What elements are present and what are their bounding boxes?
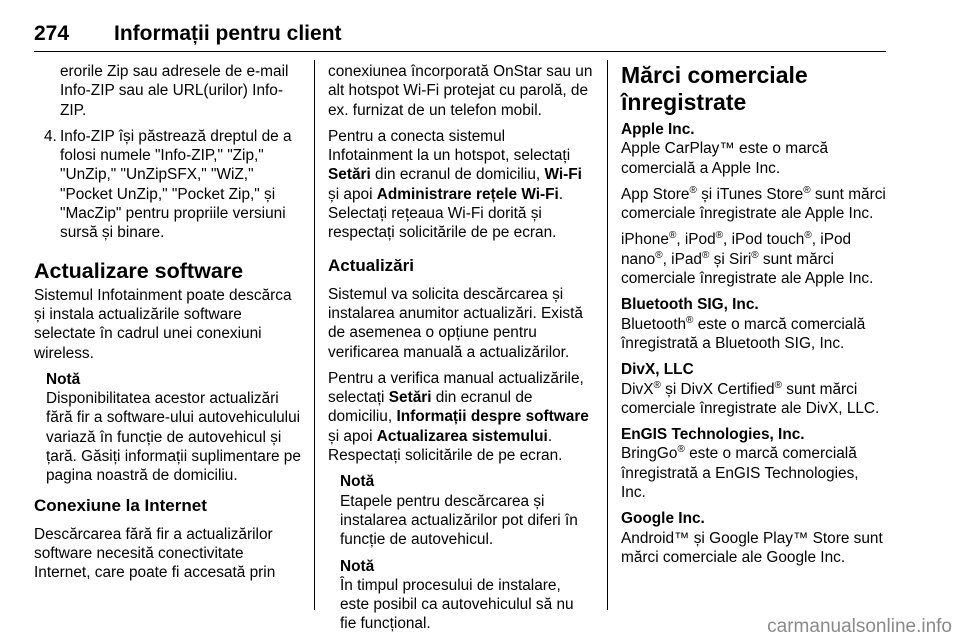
text-run: și apoi	[328, 185, 377, 203]
text-run: , iPad	[662, 250, 702, 268]
manual-check-paragraph	[328, 369, 594, 465]
updates-paragraph: Sistemul va solicita descărcarea și instalarea anumitor actualizări. Există de asemenea o opțiune pentru verificarea manuală a actualizărilor.	[328, 285, 583, 361]
registered-mark: ®	[668, 230, 677, 242]
divx-block	[621, 360, 887, 418]
column-divider-2	[607, 60, 608, 610]
text-run: iPhone	[621, 231, 669, 249]
menu-term-settings: Setări	[388, 389, 432, 407]
text-run: App Store	[621, 185, 690, 203]
note-box	[34, 370, 302, 486]
menu-term-software-info: Informații despre software	[396, 408, 589, 426]
apple-store-paragraph	[621, 185, 887, 224]
note-label: Notă	[340, 473, 375, 491]
text-run: Pentru a conecta sistemul Infotainment la un hotspot, selectați	[328, 127, 571, 165]
list-continuation: erorile Zip sau adresele de e-mail Info-ZIP sau ale URL(urilor) Info-ZIP.	[60, 63, 289, 119]
registered-mark: ®	[689, 184, 697, 196]
column-1	[34, 62, 302, 590]
registered-mark: ®	[701, 249, 710, 261]
text-run: este o marcă comercială înregistrată a EnGIS Technologies, Inc.	[621, 445, 859, 502]
brand-title: Apple Inc.	[621, 121, 695, 138]
heading-internet-connection: Conexiune la Internet	[34, 495, 207, 515]
google-text: Android™ și Google Play™ Store sunt mărci comerciale ale Google Inc.	[621, 529, 883, 566]
text-run: BringGo	[621, 445, 678, 463]
brand-title: Bluetooth SIG, Inc.	[621, 296, 759, 314]
registered-mark: ®	[686, 314, 694, 326]
software-paragraph: Sistemul Infotainment poate descărca și instala actualizările software selectate în cadrul unei conexiuni wireless.	[34, 286, 292, 362]
text-run: . Respectați solicitările de pe ecran.	[328, 427, 563, 465]
brand-title: EnGIS Technologies, Inc.	[621, 426, 805, 444]
text-run: este o marcă comercială înregistrată a Bluetooth SIG, Inc.	[621, 315, 866, 352]
header-divider	[34, 51, 886, 53]
text-run: și apoi	[328, 427, 377, 445]
bluetooth-block	[621, 295, 887, 353]
page-title: Informații pentru client	[114, 22, 342, 45]
page-number: 274	[34, 22, 70, 45]
note-text: În timpul procesului de instalare, este posibil ca autovehiculul să nu fie funcțional.	[340, 576, 574, 633]
note-label: Notă	[340, 557, 375, 575]
registered-mark: ®	[677, 444, 685, 456]
registered-mark: ®	[774, 379, 782, 391]
note-box	[328, 557, 594, 634]
watermark: carmanualsonline.info	[767, 616, 952, 637]
heading-updates: Actualizări	[328, 255, 414, 275]
registered-mark: ®	[655, 249, 663, 261]
engis-block	[621, 425, 887, 502]
list-item-text: Info-ZIP își păstrează dreptul de a folosi numele "Info-ZIP," "Zip," "UnZip," "UnZipSFX," "WiZ," "Pocket UnZip," "Pocket Zip," și "MacZip" pentru propriile versiuni sursă și binare.	[60, 127, 292, 242]
connection-paragraph: conexiunea încorporată OnStar sau un alt hotspot Wi-Fi protejat cu parolă, de ex. furnizat de un telefon mobil.	[328, 63, 593, 119]
text-run: din ecranul de domiciliu,	[328, 389, 533, 426]
internet-paragraph: Descărcarea fără fir a actualizărilor software necesită conectivitate Internet, care poate fi accesată prin	[34, 525, 276, 582]
registered-mark: ®	[804, 230, 812, 242]
text-run: sunt mărci comerciale înregistrate ale Apple Inc.	[621, 185, 886, 223]
text-run: și iTunes Store	[696, 185, 804, 203]
note-text: Disponibilitatea acestor actualizări fără fir a software-ului autovehiculului variază în funcție de autovehicul și țară. Găsiți informații suplimentare pe pagina noastră de domiciliu.	[46, 390, 301, 485]
text-run: Bluetooth	[621, 315, 687, 333]
menu-term-settings: Setări	[328, 166, 371, 184]
text-run: și DivX Certified	[660, 380, 775, 398]
apple-devices-paragraph	[621, 230, 887, 288]
heading-trademarks: Mărci comerciale înregistrate	[621, 62, 808, 115]
text-run: sunt mărci comerciale înregistrate ale DivX, LLC.	[621, 380, 880, 417]
page-header	[34, 18, 886, 52]
text-run: din ecranul de domiciliu,	[370, 166, 545, 184]
registered-mark: ®	[715, 230, 724, 242]
menu-term-wifi: Wi-Fi	[544, 166, 582, 184]
text-run: sunt mărci comerciale înregistrate ale Apple Inc.	[621, 250, 874, 288]
column-3	[621, 62, 887, 574]
text-run: și Siri	[709, 250, 752, 268]
registered-mark: ®	[653, 379, 661, 391]
list-item-number: 4.	[44, 127, 57, 145]
registered-mark: ®	[751, 249, 759, 261]
note-box	[328, 472, 594, 549]
text-run: , iPod	[676, 231, 716, 249]
text-run: , iPod touch	[723, 231, 805, 249]
list-item-4	[34, 127, 302, 243]
apple-block	[621, 120, 887, 178]
apple-text: Apple CarPlay™ este o marcă comercială a Apple Inc.	[621, 140, 829, 177]
brand-title: Google Inc.	[621, 510, 705, 528]
column-divider-1	[314, 60, 315, 610]
text-run: . Selectați rețeaua Wi-Fi dorită și respectați solicitările de pe ecran.	[328, 185, 564, 242]
google-block	[621, 509, 887, 567]
menu-term-manage-wifi: Administrare rețele Wi-Fi	[376, 185, 559, 203]
hotspot-paragraph	[328, 127, 594, 243]
registered-mark: ®	[803, 184, 811, 196]
heading-software-update: Actualizare software	[34, 258, 244, 283]
menu-term-system-update: Actualizarea sistemului	[376, 427, 548, 445]
text-run: DivX	[621, 380, 654, 398]
column-2	[328, 62, 594, 641]
text-run: Pentru a verifica manual actualizările, selectați	[328, 369, 584, 407]
brand-title: DivX, LLC	[621, 361, 694, 379]
note-text: Etapele pentru descărcarea și instalarea actualizărilor pot diferi în funcție de autovehicul.	[340, 492, 578, 549]
text-run: , iPod nano	[621, 231, 852, 268]
note-label: Notă	[46, 370, 81, 388]
